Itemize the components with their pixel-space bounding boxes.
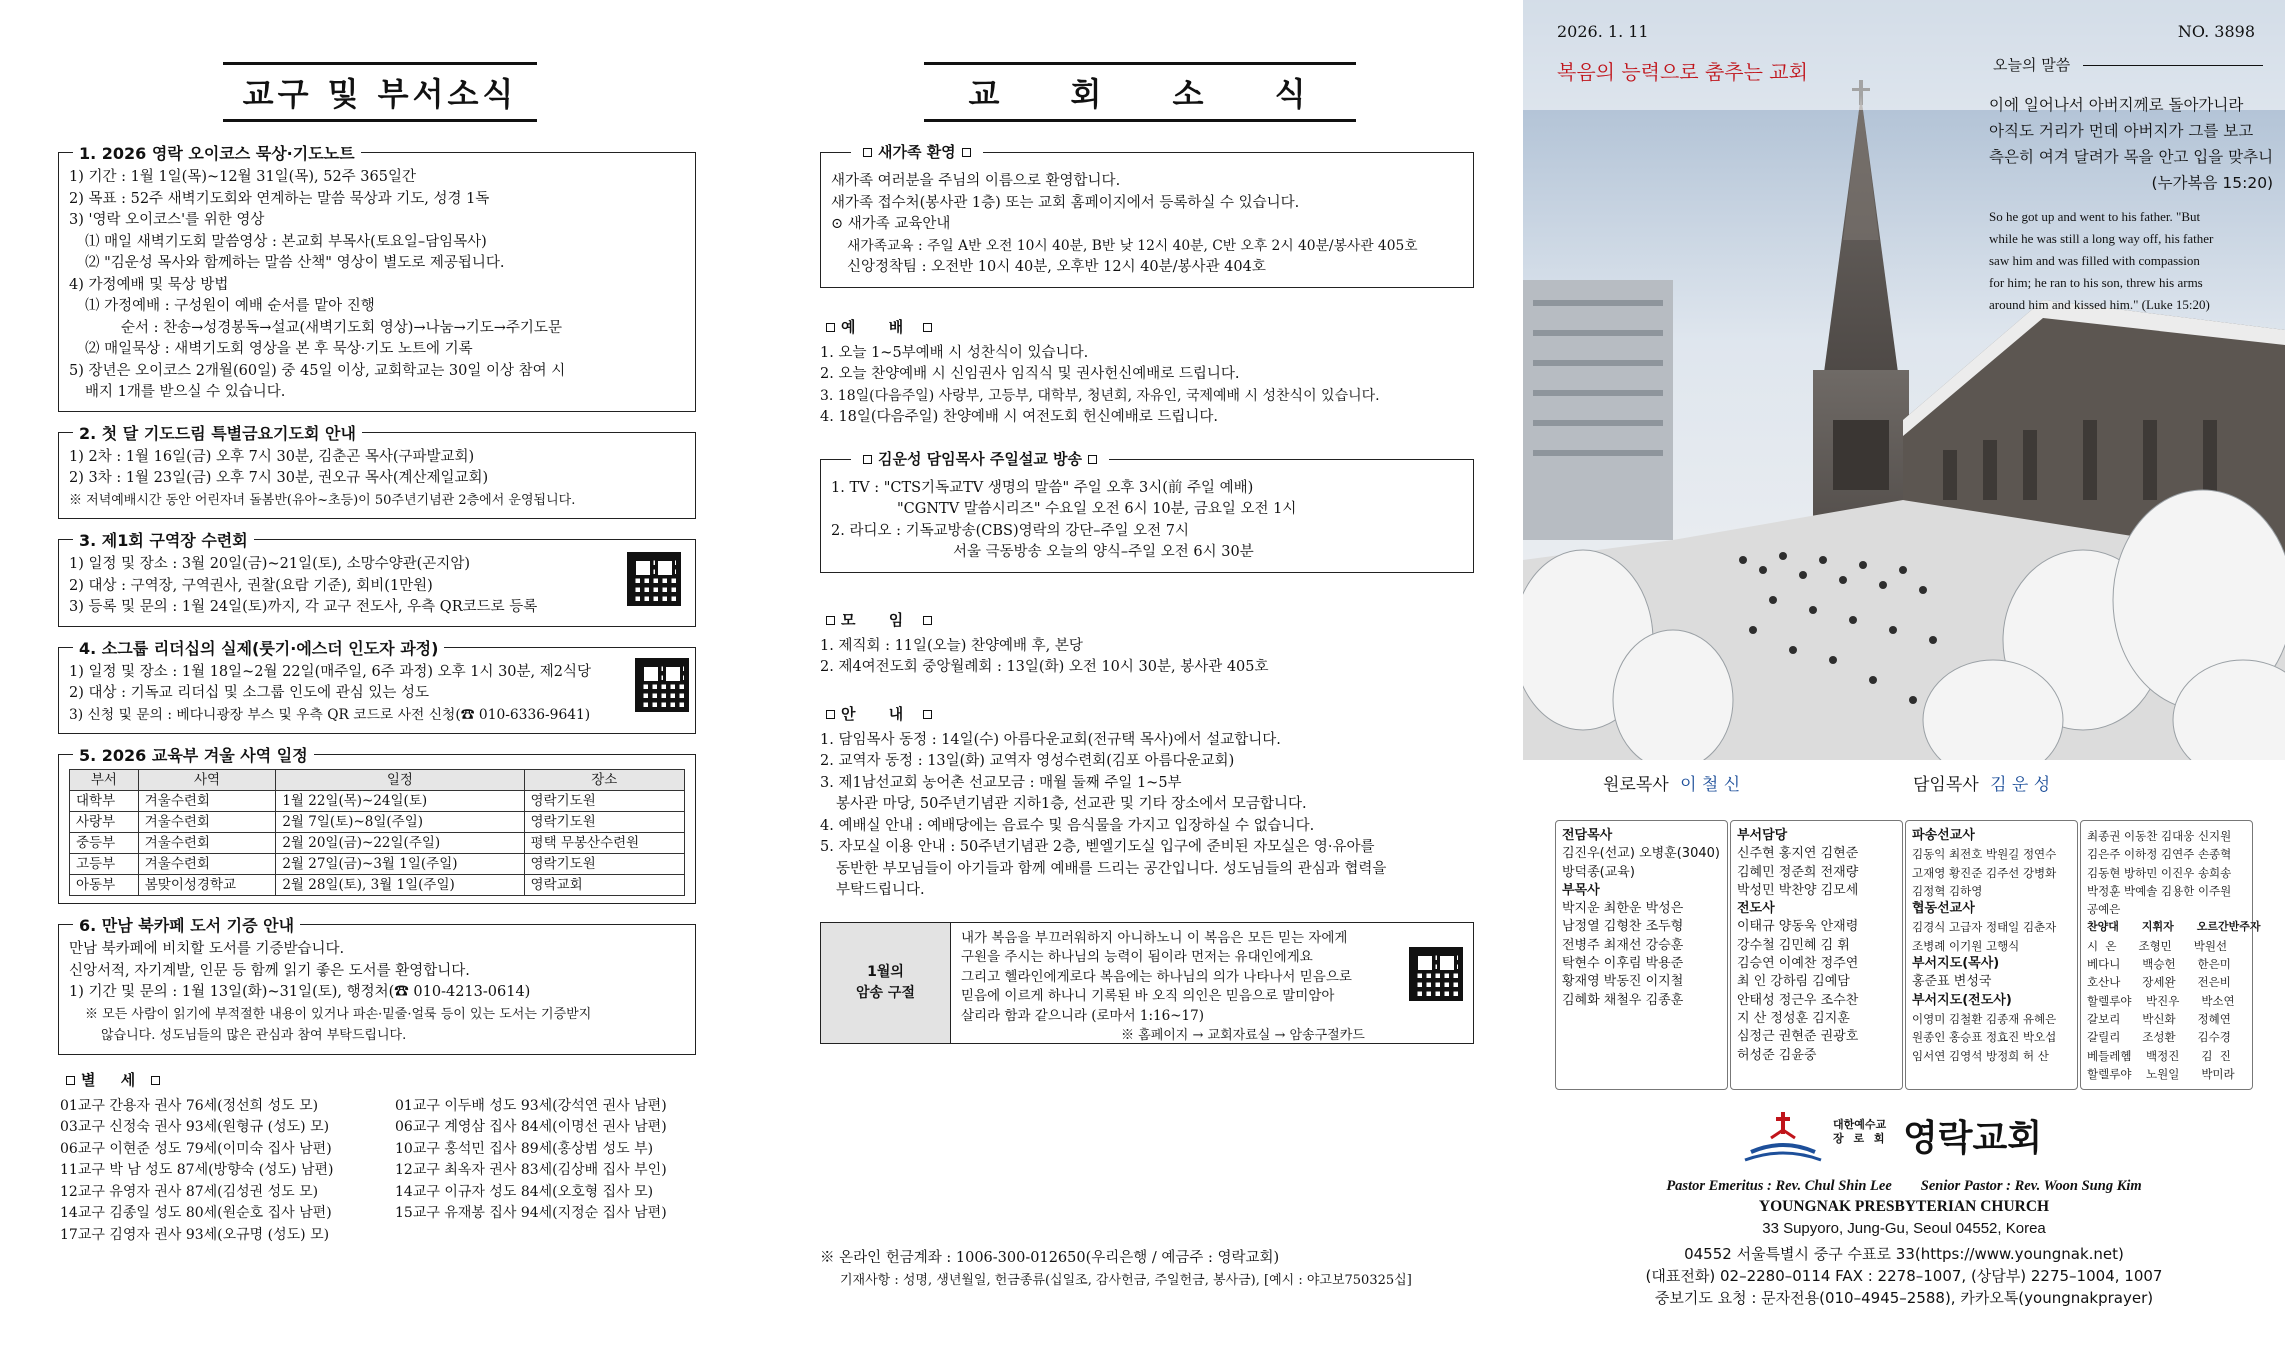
notice-line: 1. 담임목사 동정 : 14일(수) 아름다운교회(전규택 목사)에서 설교합니다.: [820, 731, 1281, 748]
book-line: 만남 북카페에 비치할 도서를 기증받습니다.: [69, 941, 345, 957]
retreat-line: 2) 대상 : 구역장, 구역권사, 권찰(요람 기준), 회비(1만원): [69, 577, 433, 594]
notice-line: 5. 자모실 이용 안내 : 50주년기념관 2층, 벧엘기도실 입구에 준비된 자모실은 영·유아를: [820, 839, 1375, 855]
oikos-line: 5) 장년은 오이코스 2개월(60일) 중 45일 이상, 교회학교는 30일 이상 참여 시: [69, 362, 566, 379]
offering-note: 기재사항 : 성명, 생년월일, 헌금종류(십일조, 감사헌금, 주일헌금, 봉사금), [예시 : 야고보750325십]: [840, 1272, 1412, 1288]
staff-line: 베들레헴 백정진 김 진: [2087, 1048, 2231, 1063]
welcome-line: ⊙ 새가족 교육안내: [831, 216, 951, 232]
staff-line: 호산나 장세완 전은비: [2087, 975, 2231, 990]
square-bullet-icon: [826, 710, 835, 719]
staff-line: 심정근 권현준 권광호: [1737, 1029, 1859, 1045]
book-donation-section: [58, 916, 696, 1055]
oikos-line: ⑵ "김운성 목사와 함께하는 말씀 산책" 영상이 별도로 제공됩니다.: [85, 255, 505, 271]
broadcast-line: 1. TV : "CTS기독교TV 생명의 말씀" 주일 오후 3시(前 주일 예배): [831, 479, 1254, 496]
meeting-line: 2. 제4여전도회 중앙월례회 : 13일(화) 오전 10시 30분, 봉사관 405호: [820, 659, 1269, 675]
church-logo: [1743, 1108, 2073, 1168]
table-cell: 2월 7일(토)~8일(주일): [276, 812, 524, 833]
verse-line: 내가 복음을 부끄러워하지 아니하노니 이 복음은 모든 믿는 자에게: [961, 929, 1348, 946]
qr-code-icon[interactable]: [1409, 947, 1463, 1001]
senior-pastor: [1913, 770, 2050, 795]
staff-line: 공예은: [2087, 902, 2121, 917]
list-item: 12교구 유영자 권사 87세(김성권 성도 모): [60, 1183, 319, 1200]
condolence-column: [395, 1096, 720, 1247]
verse-line: 아직도 거리가 먼데 아버지가 그를 보고: [1989, 122, 2254, 140]
prayer-meeting-section: [58, 423, 696, 520]
condolence-list: [60, 1096, 720, 1247]
staff-line: 베다니 백승헌 한은미: [2087, 957, 2231, 972]
verse-line: 살리라 함과 같으니라 (로마서 1:16~17): [961, 1007, 1204, 1024]
staff-heading: 파송선교사: [1912, 828, 1975, 843]
table-cell: 겨울수련회: [138, 812, 276, 833]
table-header-row: [70, 770, 685, 791]
square-bullet-icon: [826, 616, 835, 625]
table-cell: 평택 무봉산수련원: [524, 833, 684, 854]
staff-heading: 전도사: [1737, 901, 1775, 917]
verse-note: ※ 홈페이지 → 교회자료실 → 암송구절카드: [1121, 1028, 1365, 1043]
list-item: 01교구 이두배 성도 93세(강석연 권사 남편): [395, 1097, 667, 1114]
worship-line: 3. 18일(다음주일) 사랑부, 고등부, 대학부, 청년회, 자유인, 국제예배 시 성찬식이 있습니다.: [820, 387, 1380, 404]
column-header: 장소: [524, 770, 684, 791]
retreat-line: 1) 일정 및 장소 : 3월 20일(금)~21일(토), 소망수양관(곤지암): [69, 556, 470, 572]
square-bullet-icon: [826, 323, 835, 332]
offering-info: [820, 1248, 1412, 1291]
book-donation-title: 6. 만남 북카페 도서 기증 안내: [73, 913, 300, 936]
staff-line: 김은주 이하정 김연주 손종혁: [2087, 847, 2232, 862]
welcome-line: 새가족 여러분을 주님의 이름으로 환영합니다.: [831, 173, 1121, 189]
bulletin-date: 2026. 1. 11: [1557, 22, 1649, 41]
notice-line: 봉사관 마당, 50주년기념관 지하1층, 선교관 및 기타 장소에서 모금합니다.: [836, 796, 1307, 812]
divider: [2083, 65, 2263, 66]
list-item: 15교구 유재봉 집사 94세(지정순 집사 남편): [395, 1205, 667, 1221]
verse-label: 오늘의 말씀: [1993, 56, 2071, 74]
table-row: [70, 854, 685, 875]
table-row: [70, 791, 685, 812]
table-cell: 겨울수련회: [138, 791, 276, 812]
meeting-line: 1. 제직회 : 11일(오늘) 찬양예배 후, 본당: [820, 637, 1083, 654]
church-slogan: 복음의 능력으로 춤추는 교회: [1557, 60, 1808, 84]
pastor-role: 담임목사: [1913, 775, 1979, 795]
small-group-line: 2) 대상 : 기독교 리더십 및 소그룹 인도에 관심 있는 성도: [69, 685, 430, 701]
oikos-line: 2) 목표 : 52주 새벽기도회와 연계하는 말씀 묵상과 기도, 성경 1독: [69, 190, 490, 207]
column-header: 사역: [138, 770, 276, 791]
broadcast-section: [820, 449, 1474, 573]
condolence-column: [60, 1096, 385, 1247]
staff-line: 김혜화 채철우 김종훈: [1562, 992, 1684, 1008]
pastors-english: Pastor Emeritus : Rev. Chul Shin Lee Senior Pastor : Rev. Woon Sung Kim: [1666, 1178, 2142, 1194]
staff-line: 이태규 양동욱 안재령: [1737, 919, 1859, 935]
table-cell: 겨울수련회: [138, 833, 276, 854]
church-news-column: [800, 0, 1480, 1288]
staff-line: 할렐루야 노원일 박미라: [2087, 1066, 2235, 1081]
table-cell: 영락교회: [524, 875, 684, 896]
memory-label-line: 1월의: [867, 963, 904, 980]
staff-directory: [1555, 820, 2261, 1081]
column-header: 일정: [276, 770, 524, 791]
square-bullet-icon: [962, 148, 971, 157]
winter-schedule-title: 5. 2026 교육부 겨울 사역 일정: [73, 743, 314, 766]
staff-line: 이영미 김철환 김종재 유혜은: [1912, 1011, 2057, 1026]
staff-line: 황재영 박동진 이지철: [1562, 974, 1684, 990]
list-item: 03교구 신정숙 권사 93세(원형규 (성도) 모): [60, 1119, 330, 1135]
memory-label-line: 암송 구절: [856, 984, 915, 1001]
broadcast-line: 서울 극동방송 오늘의 양식–주일 오전 6시 30분: [953, 544, 1254, 560]
pastor-role: 원로목사: [1603, 775, 1669, 795]
staff-line: 갈보리 박신화 정혜연: [2087, 1011, 2231, 1026]
district-news-heading: 교구 및 부서소식: [40, 62, 720, 122]
staff-line: 조병례 이기원 고행식: [1912, 938, 2020, 953]
table-cell: 1월 22일(목)~24일(토): [276, 791, 524, 812]
staff-line: 갈릴리 조성환 김수경: [2087, 1030, 2231, 1045]
oikos-section: [58, 144, 696, 412]
staff-line: 전병주 최재선 강승훈: [1562, 937, 1684, 953]
district-news-column: [40, 0, 720, 1246]
new-family-section: [820, 143, 1474, 288]
oikos-line: 배지 1개를 받으실 수 있습니다.: [85, 384, 286, 400]
column-header: 부서: [70, 770, 139, 791]
memory-verse-text: [951, 923, 1473, 1043]
staff-line: 김정혁 김하영: [1912, 883, 1983, 898]
list-item: 14교구 김종일 성도 80세(원순호 집사 남편): [60, 1205, 332, 1221]
phone-info: (대표전화) 02–2280–0114 FAX : 2278–1007, (상담부) 2275–1004, 1007: [1645, 1267, 2163, 1285]
square-bullet-icon: [923, 710, 932, 719]
worship-line: 4. 18일(다음주일) 찬양예배 시 여전도회 헌신예배로 드립니다.: [820, 409, 1219, 425]
staff-column: [1555, 820, 1728, 1090]
qr-code-icon[interactable]: [627, 552, 681, 606]
square-bullet-icon: [863, 148, 872, 157]
worship-heading: 예 배: [820, 316, 1480, 337]
meeting-section: [820, 636, 1474, 679]
staff-line: 남정열 김형찬 조두형: [1562, 919, 1684, 935]
broadcast-line: "CGNTV 말씀시리즈" 수요일 오전 6시 10분, 금요일 오전 1시: [897, 501, 1297, 517]
staff-line: 신주현 홍지연 김현준: [1737, 846, 1859, 862]
table-cell: 봄맞이성경학교: [138, 875, 276, 896]
table-cell: 2월 20일(금)~22일(주일): [276, 833, 524, 854]
staff-line: 최종권 이동찬 김대웅 신지원: [2087, 829, 2232, 843]
notice-line: 3. 제1남선교회 농어촌 선교모금 : 매월 둘째 주일 1~5부: [820, 774, 1182, 791]
verse-line: around him and kissed him." (Luke 15:20): [1989, 297, 2210, 312]
condolence-heading: 별 세: [60, 1069, 720, 1090]
offering-account: ※ 온라인 헌금계좌 : 1006-300-012650(우리은행 / 예금주 : 영락교회): [820, 1250, 1280, 1266]
broadcast-line: 2. 라디오 : 기독교방송(CBS)영락의 강단–주일 오전 7시: [831, 522, 1189, 539]
staff-line: 시 온 조형민 박원선: [2087, 938, 2228, 953]
book-line: 신앙서적, 자기계발, 인문 등 함께 읽기 좋은 도서를 환영합니다.: [69, 962, 470, 979]
denomination-line: 대한예수교: [1833, 1118, 1887, 1131]
notice-section: [820, 730, 1474, 902]
verse-korean: [1989, 92, 2273, 196]
table-cell: 영락기도원: [524, 791, 684, 812]
verse-line: while he was still a long way off, his father: [1989, 231, 2214, 246]
notice-line: 동반한 부모님들이 아기들과 함께 예배를 드리는 공간입니다. 성도님들의 관심과 협력을: [836, 860, 1387, 877]
staff-line: 고재영 황진준 김주선 강병화: [1912, 865, 2057, 880]
staff-line: 김혜민 정준희 전재량: [1737, 864, 1859, 880]
staff-line: 안태성 정근우 조수찬: [1737, 992, 1859, 1008]
staff-line: 강수철 김민혜 김 휘: [1737, 937, 1850, 953]
staff-line: 김승연 이예찬 정주연: [1737, 956, 1859, 972]
worship-section: [820, 343, 1474, 429]
staff-line: 지 산 정성훈 김지훈: [1737, 1010, 1850, 1026]
staff-heading: 부서담당: [1737, 828, 1788, 843]
staff-heading: 부목사: [1562, 882, 1600, 898]
denomination: [1833, 1118, 1888, 1146]
table-cell: 겨울수련회: [138, 854, 276, 875]
staff-line: 임서연 김영석 방정희 허 산: [1912, 1048, 2049, 1063]
address-korean: 04552 서울특별시 중구 수표로 33(https://www.youngnak.net): [1684, 1245, 2124, 1263]
emeritus-pastor: [1603, 770, 1740, 795]
memory-verse-label: [821, 923, 951, 1043]
table-cell: 영락기도원: [524, 854, 684, 875]
table-cell: 중등부: [70, 833, 139, 854]
list-item: 14교구 이규자 성도 84세(오호형 집사 모): [395, 1183, 654, 1200]
retreat-line: 3) 등록 및 문의 : 1월 24일(토)까지, 각 교구 전도사, 우측 QR코드로 등록: [69, 599, 538, 615]
verse-line: for him; he ran to his son, threw his arms: [1989, 275, 2203, 290]
table-row: [70, 833, 685, 854]
staff-line: 원종인 홍승표 정효진 박오섭: [1912, 1030, 2057, 1045]
winter-schedule-table: [69, 769, 685, 896]
pastor-name: 이 철 신: [1680, 775, 1741, 795]
table-cell: 대학부: [70, 791, 139, 812]
staff-line: 김진우(선교) 오병훈(3040): [1562, 846, 1720, 862]
leader-retreat-title: 3. 제1회 구역장 수련회: [73, 528, 254, 551]
meeting-heading: 모 임: [820, 609, 1480, 630]
square-bullet-icon: [923, 323, 932, 332]
table-row: [70, 812, 685, 833]
church-name: 영락교회: [1903, 1118, 2043, 1159]
broadcast-title: 김운성 담임목사 주일설교 방송: [851, 448, 1109, 469]
new-family-title: 새가족 환영: [851, 141, 983, 162]
staff-line: 탁현수 이후림 박용준: [1562, 956, 1684, 972]
table-cell: 영락기도원: [524, 812, 684, 833]
square-bullet-icon: [863, 455, 872, 464]
verse-line: 측은히 여겨 달려가 목을 안고 입을 맞추니: [1989, 148, 2274, 166]
verse-line: So he got up and went to his father. "But: [1989, 209, 2201, 224]
table-cell: 2월 28일(토), 3월 1일(주일): [276, 875, 524, 896]
table-cell: 사랑부: [70, 812, 139, 833]
welcome-line: 신앙정착팀 : 오전반 10시 40분, 오후반 12시 40분/봉사관 404호: [847, 259, 1266, 275]
verse-label-box: [1993, 54, 2263, 75]
prayer-request: 중보기도 요청 : 문자전용(010–4945–2588), 카카오톡(youngnakprayer): [1654, 1289, 2154, 1307]
verse-line: 그리고 헬라인에게로다 복음에는 하나님의 의가 나타나서 믿음으로: [961, 968, 1352, 985]
oikos-line: 4) 가정예배 및 묵상 방법: [69, 276, 229, 293]
prayer-line: ※ 저녁예배시간 동안 어린자녀 돌봄반(유아~초등)이 50주년기념관 2층에서 운영됩니다.: [69, 492, 576, 508]
staff-column: [2080, 820, 2261, 1090]
leader-retreat-section: [58, 531, 696, 627]
welcome-line: 새가족교육 : 주일 A반 오전 10시 40분, B반 낮 12시 40분, C반 오후 2시 40분/봉사관 405호: [847, 237, 1418, 254]
book-line: 않습니다. 성도님들의 많은 관심과 참여 부탁드립니다.: [101, 1028, 407, 1043]
staff-line: 김동현 방하민 이진우 송희송: [2087, 865, 2232, 880]
square-bullet-icon: [1088, 455, 1097, 464]
verse-line: 믿음에 이르게 하나니 기록된 바 오직 의인은 믿음으로 말미암아: [961, 988, 1335, 1004]
notice-heading: 안 내: [820, 703, 1480, 724]
staff-line: 방덕종(교육): [1562, 864, 1635, 880]
book-line: ※ 모든 사람이 읽기에 부적절한 내용이 있거나 파손·밑줄·얼룩 등이 있는 도서는 기증받지: [85, 1006, 592, 1022]
staff-line: 최 인 강하림 김예담: [1737, 974, 1850, 990]
notice-line: 4. 예배실 안내 : 예배당에는 음료수 및 음식물을 가지고 입장하실 수 없습니다.: [820, 817, 1315, 834]
staff-line: 박지운 최한운 박성은: [1562, 901, 1684, 917]
staff-line: 박정훈 박예솔 김용한 이주원: [2087, 883, 2232, 898]
church-photo: [1523, 0, 2285, 760]
winter-schedule-section: [58, 746, 696, 904]
church-logo-icon: [1743, 1108, 1823, 1168]
verse-line: 이에 일어나서 아버지께로 돌아가니라: [1989, 96, 2244, 114]
staff-line: 허성준 김윤중: [1737, 1047, 1817, 1063]
church-name-english: YOUNGNAK PRESBYTERIAN CHURCH: [1758, 1198, 2050, 1215]
table-cell: 2월 27일(금)~3월 1일(주일): [276, 854, 524, 875]
list-item: 11교구 박 남 성도 87세(방향숙 (성도) 남편): [60, 1162, 334, 1178]
list-item: 06교구 계영삼 집사 84세(이명선 권사 남편): [395, 1119, 667, 1135]
verse-english: [1989, 206, 2213, 316]
small-group-line: 3) 신청 및 문의 : 베다니광장 부스 및 우측 QR 코드로 사전 신청(☎ 010-6336-9641): [69, 706, 591, 723]
small-group-section: [58, 638, 696, 735]
qr-code-icon[interactable]: [635, 658, 689, 712]
staff-line: 박성민 박찬양 김모세: [1737, 882, 1859, 898]
prayer-line: 2) 3차 : 1월 23일(금) 오후 7시 30분, 권오규 목사(계산제일교회): [69, 470, 489, 486]
staff-line: 홍준표 변성국: [1912, 974, 1992, 990]
staff-column: [1730, 820, 1903, 1090]
staff-line: 김동익 최전호 박원길 정연수: [1912, 847, 2057, 862]
square-bullet-icon: [151, 1076, 160, 1085]
staff-line: 김경식 고급자 정태일 김춘자: [1912, 920, 2057, 935]
verse-line: 구원을 주시는 하나님의 능력이 됨이라 먼저는 유대인에게요: [961, 949, 1313, 965]
book-line: 1) 기간 및 문의 : 1월 13일(화)~31일(토), 행정처(☎ 010-4213-0614): [69, 984, 531, 1000]
list-item: 10교구 홍석민 집사 89세(홍상범 성도 부): [395, 1140, 654, 1157]
staff-column: [1905, 820, 2078, 1090]
small-group-title: 4. 소그룹 리더십의 실제(룻기·에스더 인도자 과정): [73, 636, 444, 659]
pastor-name: 김 운 성: [1990, 775, 2051, 795]
prayer-line: 1) 2차 : 1월 16일(금) 오후 7시 30분, 김춘곤 목사(구파발교회): [69, 448, 475, 465]
list-item: 17교구 김영자 권사 93세(오규명 (성도) 모): [60, 1226, 330, 1243]
list-item: 12교구 최옥자 권사 83세(김상배 집사 부인): [395, 1162, 667, 1178]
notice-line: 2. 교역자 동정 : 13일(화) 교역자 영성수련회(김포 아름다운교회): [820, 753, 1235, 769]
church-news-heading: 교 회 소 식: [800, 62, 1480, 122]
staff-heading: 부서지도(목사): [1912, 956, 2000, 972]
worship-line: 1. 오늘 1~5부예배 시 성찬식이 있습니다.: [820, 344, 1089, 361]
staff-heading: 찬양대 지휘자 오르간반주자: [2087, 920, 2261, 934]
oikos-line: 순서 : 찬송→성경봉독→설교(새벽기도회 영상)→나눔→기도→주기도문: [121, 319, 562, 336]
oikos-line: ⑵ 매일묵상 : 새벽기도회 영상을 본 후 묵상·기도 노트에 기록: [85, 341, 473, 357]
denomination-line: 장 로 회: [1833, 1132, 1888, 1145]
table-row: [70, 875, 685, 896]
table-cell: 아동부: [70, 875, 139, 896]
square-bullet-icon: [66, 1076, 75, 1085]
prayer-meeting-title: 2. 첫 달 기도드림 특별금요기도회 안내: [73, 421, 362, 444]
worship-line: 2. 오늘 찬양예배 시 신임권사 임직식 및 권사헌신예배로 드립니다.: [820, 366, 1240, 382]
oikos-line: ⑴ 가정예배 : 구성원이 예배 순서를 맡아 진행: [85, 298, 375, 314]
small-group-line: 1) 일정 및 장소 : 1월 18일~2월 22일(매주일, 6주 과정) 오후 1시 30분, 제2식당: [69, 663, 591, 680]
list-item: 06교구 이현준 성도 79세(이미숙 집사 남편): [60, 1140, 332, 1157]
square-bullet-icon: [923, 616, 932, 625]
bulletin-number: NO. 3898: [2177, 22, 2255, 41]
staff-heading: 부서지도(전도사): [1912, 992, 2012, 1008]
table-cell: 고등부: [70, 854, 139, 875]
staff-heading: 전담목사: [1562, 828, 1613, 843]
oikos-title: 1. 2026 영락 오이코스 묵상·기도노트: [73, 141, 361, 164]
list-item: 01교구 간용자 권사 76세(정선희 성도 모): [60, 1097, 319, 1114]
staff-line: 할렐루야 박진우 박소연: [2087, 993, 2235, 1008]
verse-line: (누가복음 15:20): [2151, 174, 2274, 192]
oikos-line: ⑴ 매일 새벽기도회 말씀영상 : 본교회 부목사(토요일–담임목사): [85, 233, 487, 250]
staff-heading: 협동선교사: [1912, 901, 1975, 917]
welcome-line: 새가족 접수처(봉사관 1층) 또는 교회 홈페이지에서 등록하실 수 있습니다.: [831, 194, 1300, 211]
oikos-line: 1) 기간 : 1월 1일(목)~12월 31일(목), 52주 365일간: [69, 169, 416, 185]
memory-verse-box: [820, 922, 1474, 1044]
oikos-line: 3) '영락 오이코스'를 위한 영상: [69, 212, 265, 228]
verse-line: saw him and was filled with compassion: [1989, 253, 2200, 268]
notice-line: 부탁드립니다.: [836, 882, 925, 898]
address-english: 33 Supyoro, Jung-Gu, Seoul 04552, Korea: [1762, 1220, 2046, 1237]
